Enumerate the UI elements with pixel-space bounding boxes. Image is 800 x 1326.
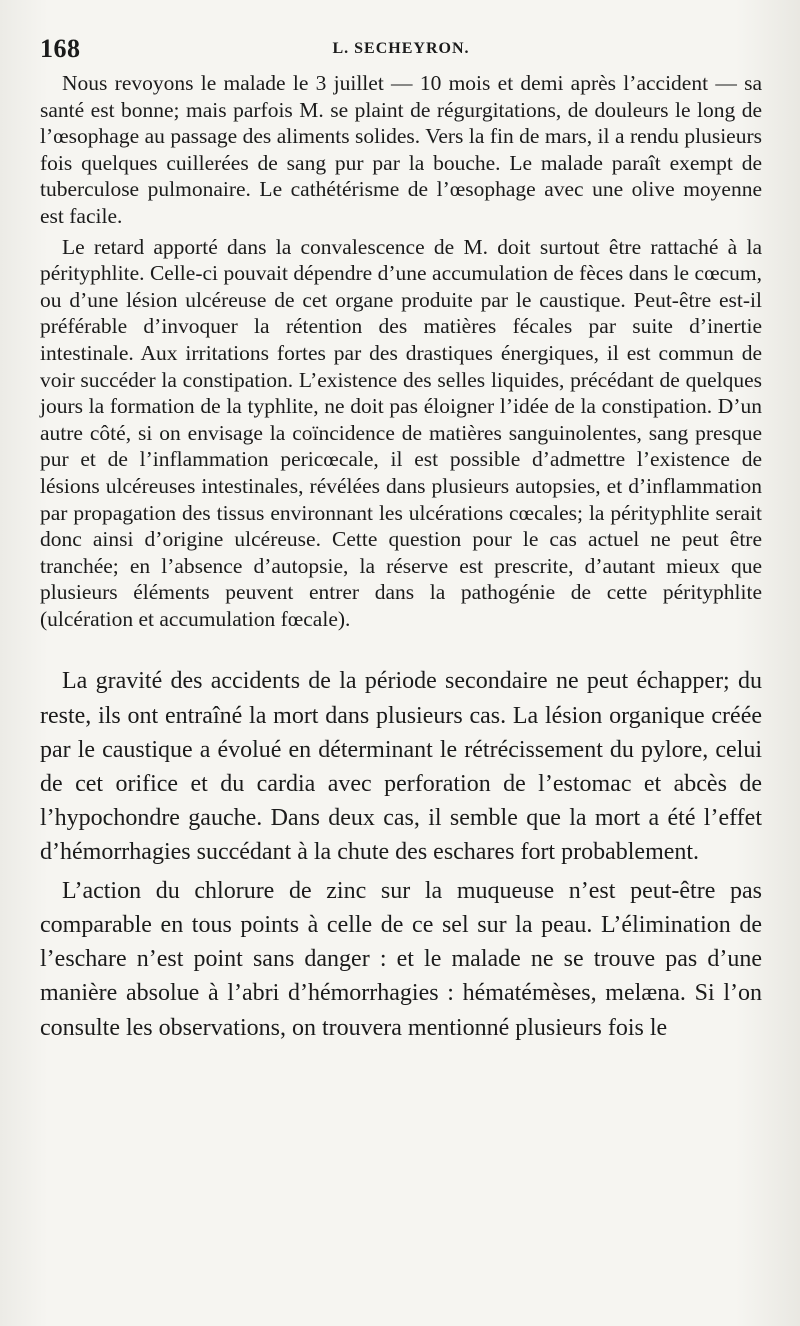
paragraph: L’action du chlorure de zinc sur la muqueuse n’est peut-être pas comparable en tous points à celle de ce sel sur la peau. L’élimination de l’eschare n’est point sans danger : et le malade ne se trouve pas d’une manière absolue à l’abri d’hémorrhagies : hématémèses, melæna. Si l’on consulte les observations, on trouvera mentionné plusieurs fois le	[40, 877, 762, 1041]
paragraph: Nous revoyons le malade le 3 juillet — 10 mois et demi après l’accident — sa santé est bonne; mais parfois M. se plaint de régurgitations, de douleurs le long de l’œsophage au passage des aliments solides. Vers la fin de mars, il a rendu plusieurs fois quelques cuillerées de sang pur par la bouche. Le malade paraît exempt de tuberculose pulmonaire. Le cathétérisme de l’œsophage avec une olive moyenne est facile.	[40, 71, 762, 228]
large-type-block	[40, 664, 762, 1044]
page-number: 168	[40, 34, 81, 63]
small-type-block	[40, 70, 762, 632]
page-header	[40, 30, 762, 70]
paragraph: La gravité des accidents de la période secondaire ne peut échapper; du reste, ils ont entraîné la mort dans plusieurs cas. La lésion organique créée par le caustique a évolué en déterminant le rétrécissement du pylore, celui de cet orifice et du cardia avec perforation de l’estomac et abcès de l’hypochondre gauche. Dans deux cas, il semble que la mort a été l’effet d’hémorrhagies succédant à la chute des eschares fort probablement.	[40, 668, 762, 866]
paragraph: Le retard apporté dans la convalescence de M. doit surtout être rattaché à la pérityphlite. Celle-ci pouvait dépendre d’une accumulation de fèces dans le cœcum, ou d’une lésion ulcéreuse de cet organe produite par le caustique. Peut-être est-il préférable d’invoquer la rétention des matières fécales par suite d’inertie intestinale. Aux irritations fortes par des drastiques énergiques, il est commun de voir succéder la constipation. L’existence des selles liquides, précédant de quelques jours la formation de la typhlite, ne doit pas éloigner l’idée de la constipation. D’un autre côté, si on envisage la coïncidence de matières sanguinolentes, sang presque pur et de l’inflammation pericœcale, il est possible d’admettre l’existence de lésions ulcéreuses intestinales, révélées dans plusieurs autopsies, et d’inflammation par propagation des tissus environnant les ulcérations cœcales; la pérityphlite serait donc ainsi d’origine ulcéreuse. Cette question pour le cas actuel ne peut être tranchée; en l’absence d’autopsie, la réserve est prescrite, d’autant mieux que plusieurs éléments peuvent entrer dans la pathogénie de cette pérityphlite (ulcération et accumulation fœcale).	[40, 234, 762, 631]
running-head: L. SECHEYRON.	[332, 40, 470, 57]
